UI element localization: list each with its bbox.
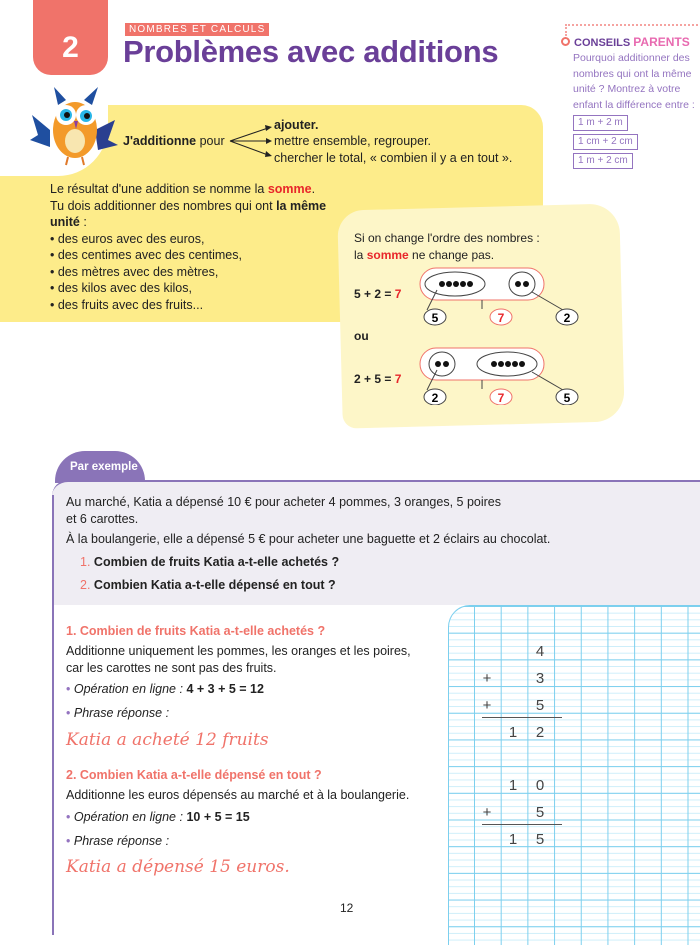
solution-2-title: 2. Combien Katia a-t-elle dépensé en tout ? <box>66 768 322 782</box>
solution-1-operation: • Opération en ligne : 4 + 3 + 5 = 12 <box>66 682 264 696</box>
solution-2-answer: Katia a dépensé 15 euros. <box>66 857 290 877</box>
question-2: 2. Combien Katia a-t-elle dépensé en tout ? <box>80 578 336 592</box>
section-kicker: NOMBRES ET CALCULS <box>125 23 269 36</box>
card-text: Si on change l'ordre des nombres : la somme ne change pas. <box>354 231 540 262</box>
page-number: 12 <box>340 901 354 915</box>
digit: 2 <box>535 724 545 741</box>
owl-mascot-icon <box>30 85 120 170</box>
divider <box>565 24 567 36</box>
digit: 4 <box>535 643 545 660</box>
branch: mettre ensemble, regrouper. <box>274 134 432 148</box>
svg-text:5: 5 <box>563 391 571 405</box>
example-text: Au marché, Katia a dépensé 10 € pour acheter 4 pommes, 3 oranges, 5 poires et 6 carottes. À la boulangerie, elle a dépensé 5 € pour acheter une baguette et 2 éclairs au chocolat. <box>66 495 551 546</box>
branch: ajouter. <box>274 118 319 132</box>
solution-2-explanation: Additionne les euros dépensés au marché et à la boulangerie. <box>66 788 410 802</box>
conseils-heading: CONSEILS PARENTS <box>574 35 690 49</box>
divider <box>565 24 700 26</box>
bullet: • des fruits avec des fruits... <box>50 297 204 312</box>
diagram-1 <box>420 268 578 325</box>
circle-icon <box>561 37 570 46</box>
conseils-box: 1 m + 2 m <box>573 115 628 131</box>
plus-sign: + <box>482 804 492 821</box>
digit: 1 <box>508 777 518 794</box>
plus-sign: + <box>482 670 492 687</box>
digit: 3 <box>535 670 545 687</box>
lesson-lead: J'additionne pour <box>123 134 225 148</box>
question-1: 1. Combien de fruits Katia a-t-elle achetés ? <box>80 555 340 569</box>
solution-1-answer: Katia a acheté 12 fruits <box>66 730 269 750</box>
svg-text:5: 5 <box>431 311 439 325</box>
equation-1: 5 + 2 = 7 <box>354 287 402 301</box>
conseils-box: 1 cm + 2 cm <box>573 134 638 150</box>
sum-line <box>482 824 562 825</box>
divider <box>52 495 54 935</box>
grid-paper <box>448 605 700 945</box>
bullet: • des euros avec des euros, <box>50 231 205 246</box>
solution-2-phrase-label: • Phrase réponse : <box>66 834 170 848</box>
bullet: • des mètres avec des mètres, <box>50 264 219 279</box>
solution-1-title: 1. Combien de fruits Katia a-t-elle achetés ? <box>66 624 326 638</box>
digit: 0 <box>535 777 545 794</box>
svg-text:7: 7 <box>497 311 505 325</box>
bullet: • des centimes avec des centimes, <box>50 248 242 262</box>
sum-line <box>482 717 562 718</box>
conseils-text: Pourquoi additionner des nombres qui ont la même unité ? Montrez à votre enfant la différence entre : <box>573 52 695 111</box>
svg-text:2: 2 <box>431 391 439 405</box>
or-label: ou <box>354 329 369 343</box>
solution-1-phrase-label: • Phrase réponse : <box>66 706 170 720</box>
equation-2: 2 + 5 = 7 <box>354 372 402 386</box>
svg-text:2: 2 <box>563 311 571 325</box>
digit: 1 <box>508 724 518 741</box>
diagram-2 <box>420 348 578 405</box>
arrows-icon <box>228 122 274 162</box>
conseils-box: 1 m + 2 cm <box>573 153 633 169</box>
branch: chercher le total, « combien il y a en tout ». <box>274 151 513 165</box>
plus-sign: + <box>482 697 492 714</box>
digit: 5 <box>535 831 545 848</box>
page-title: Problèmes avec additions <box>123 34 499 69</box>
lesson-body: Le résultat d'une addition se nomme la somme. Tu dois additionner des nombres qui ont la même unité : • des euros avec des euros, • des centimes avec des centimes, • des mètres avec des mètres, • des kilos avec des kilos, • des fruits avec des fruits... <box>50 181 340 313</box>
digit: 1 <box>508 831 518 848</box>
svg-text:7: 7 <box>497 391 505 405</box>
bullet: • des kilos avec des kilos, <box>50 281 192 295</box>
digit: 5 <box>535 697 545 714</box>
chapter-number: 2 <box>33 0 108 75</box>
solution-1-explanation: Additionne uniquement les pommes, les oranges et les poires, car les carottes ne sont pas des fruits. <box>66 644 411 675</box>
sum-diagram <box>415 265 585 405</box>
digit: 5 <box>535 804 545 821</box>
solution-2-operation: • Opération en ligne : 10 + 5 = 15 <box>66 810 250 824</box>
example-tab: Par exemple <box>55 451 145 483</box>
